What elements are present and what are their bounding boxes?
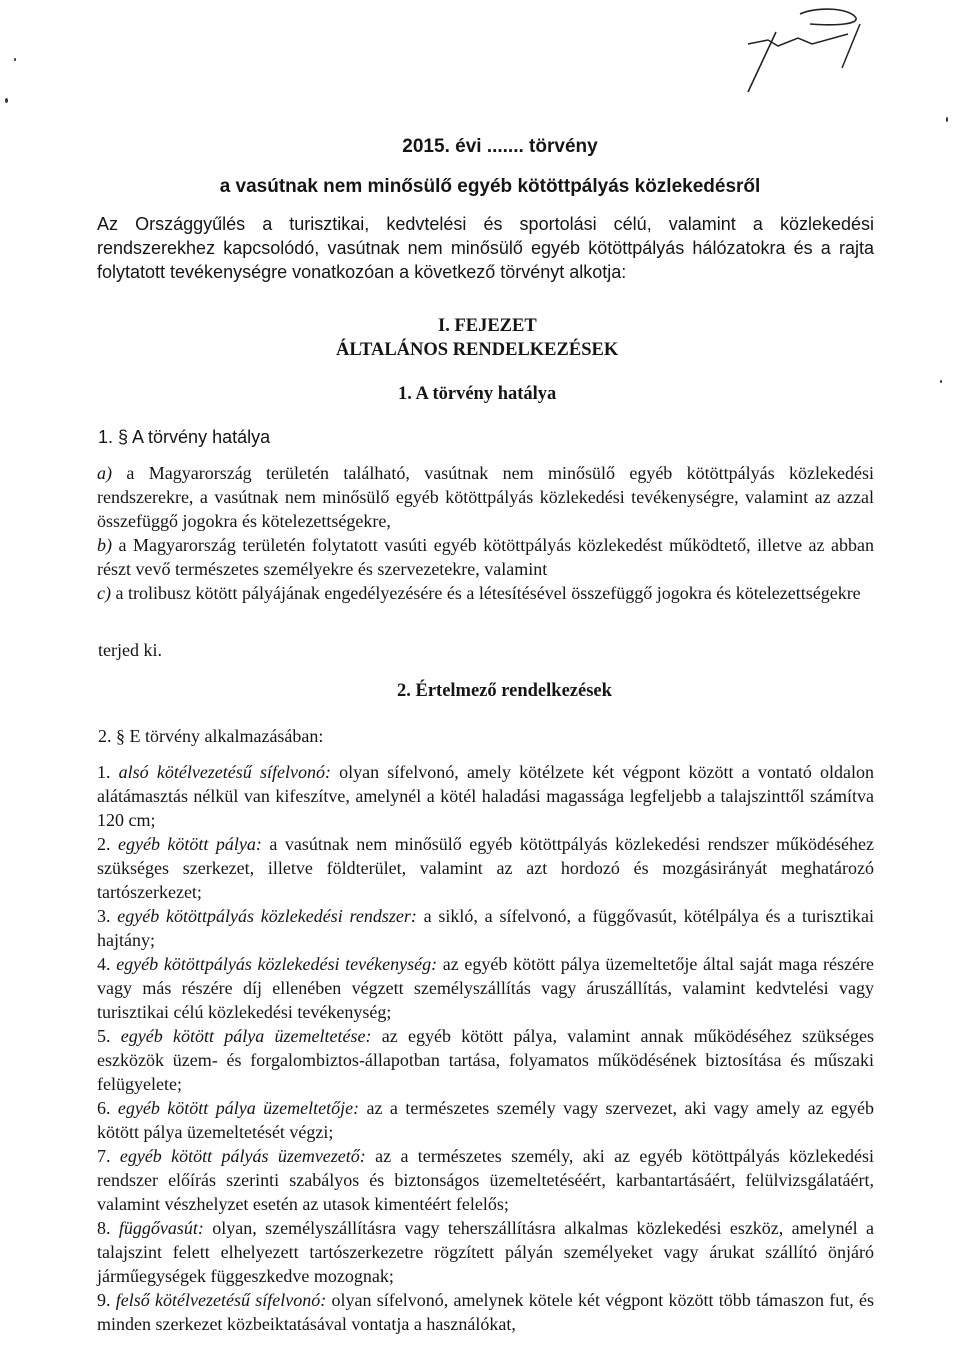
scan-speck	[14, 58, 16, 61]
law-title: 2015. évi ....... törvény	[402, 136, 598, 157]
item-b-label: b)	[97, 535, 112, 555]
definition-item	[97, 832, 874, 904]
section-1-closing: terjed ki.	[98, 640, 162, 660]
item-c-text: a trolibusz kötött pályájának engedélyezésére és a létesítésével összefüggő jogokra és kötelezettségekre	[110, 583, 861, 603]
definition-term: egyéb kötött pálya:	[117, 834, 262, 854]
definition-term: függővasút:	[118, 1218, 204, 1238]
definition-number: 7.	[97, 1146, 111, 1166]
definition-text: az egyéb kötött pálya üzemeltetője által saját maga részére vagy más részére díj ellenében végzett személyszállítás vagy áruszállítás, valamint kedvtelési vagy turisztikai célú közlekedési tevékenység;	[97, 954, 874, 1022]
definition-number: 6.	[97, 1098, 111, 1118]
item-a-text: a Magyarország területén található, vasútnak nem minősülő egyéb kötöttpályás közlekedési rendszerekre, a vasútnak nem minősülő egyéb kötöttpályás közlekedési tevékenységre, valamint az azzal összefüggő jogokra és kötelezettségekre,	[97, 463, 874, 531]
chapter-title: ÁLTALÁNOS RENDELKEZÉSEK	[336, 340, 619, 360]
item-c	[97, 581, 874, 605]
definition-number: 4.	[97, 954, 111, 974]
definition-item	[97, 1144, 874, 1216]
item-a	[97, 461, 874, 533]
definition-text: az egyéb kötött pálya, valamint annak működéséhez szükséges eszközök üzem- és forgalombiztos-állapotban tartása, folyamatos működésének biztosítása és műszaki felügyelete;	[97, 1026, 875, 1094]
definition-item	[97, 1096, 874, 1144]
definition-text: az a természetes személy vagy szervezet, aki vagy amely az egyéb kötött pálya üzemeltetését végzi;	[97, 1098, 874, 1142]
section-2-side-label: 2. § E törvény alkalmazásában:	[98, 726, 324, 746]
item-b	[97, 533, 874, 581]
item-b-text: a Magyarország területén folytatott vasúti egyéb kötöttpályás közlekedést működtető, illetve az abban részt vevő természetes személyekre és szervezetekre, valamint	[97, 535, 874, 579]
definition-item	[97, 952, 874, 1024]
scan-speck	[5, 98, 8, 103]
chapter-number: I. FEJEZET	[438, 316, 537, 336]
definition-term: egyéb kötöttpályás közlekedési tevékenység:	[116, 954, 438, 974]
definition-text: a sikló, a sífelvonó, a függővasút, kötélpálya és a turisztikai hajtány;	[97, 906, 875, 950]
definition-term: egyéb kötött pálya üzemeltetése:	[120, 1026, 372, 1046]
definition-item	[97, 1216, 874, 1288]
definition-text: olyan sífelvonó, amely kötélzete két végpont között a vontató oldalon alátámasztás nélkül van kifeszítve, amelynél a kötél haladási magassága legfeljebb a talajszinttől számítva 120 cm;	[97, 762, 875, 830]
item-c-label: c)	[97, 583, 111, 603]
definition-text: a vasútnak nem minősülő egyéb kötöttpályás közlekedési rendszer működéséhez szükséges szerkezet, illetve földterület, valamint az azt hordozó és mozgásirányát meghatározó tartószerkezet;	[97, 834, 875, 902]
definition-term: egyéb kötöttpályás közlekedési rendszer:	[117, 906, 417, 926]
section-1-side-label: 1. § A törvény hatálya	[98, 427, 271, 447]
definition-item	[97, 904, 874, 952]
definition-number: 5.	[97, 1026, 111, 1046]
scan-speck	[940, 380, 942, 383]
preamble: Az Országgyűlés a turisztikai, kedvtelési és sportolási célú, valamint a közlekedési rendszerekhez kapcsolódó, vasútnak nem minősülő egyéb kötöttpályás hálózatokra és a rajta folytatott tevékenységre vonatkozóan a következő törvényt alkotja:	[97, 214, 874, 282]
scan-speck	[946, 117, 948, 122]
definition-term: egyéb kötött pálya üzemeltetője:	[117, 1098, 360, 1118]
definition-item	[97, 1024, 874, 1096]
definition-term: egyéb kötött pályás üzemvezető:	[119, 1146, 366, 1166]
definition-item	[97, 760, 874, 832]
definition-item	[97, 1288, 874, 1336]
item-a-label: a)	[97, 463, 112, 483]
definition-number: 8.	[97, 1218, 111, 1238]
definition-term: felső kötélvezetésű sífelvonó:	[115, 1290, 327, 1310]
section-1-body	[97, 461, 874, 605]
law-subtitle: a vasútnak nem minősülő egyéb kötöttpályás közlekedésről	[219, 176, 761, 197]
definition-number: 1.	[97, 762, 111, 782]
definition-term: alsó kötélvezetésű sífelvonó:	[118, 762, 331, 782]
definition-number: 3.	[97, 906, 111, 926]
definition-text: az a természetes személy, aki az egyéb kötöttpályás közlekedési rendszer előírás szerinti szabályos és biztonságos üzemeltetéséért, karbantartásáért, felülvizsgálatáért, valamint vészhelyzet esetén az utasok kimentéért felelős;	[97, 1146, 875, 1214]
section-2-heading: 2. Értelmező rendelkezések	[397, 681, 612, 701]
section-1-heading: 1. A törvény hatálya	[398, 384, 557, 404]
definition-text: olyan sífelvonó, amelynek kötele két végpont között több támaszon fut, és minden szerkezet közbeiktatásával vontatja a használókat,	[97, 1290, 874, 1334]
definition-number: 9.	[97, 1290, 111, 1310]
handwritten-initials-mark	[738, 2, 868, 97]
definition-text: olyan, személyszállításra vagy teherszállításra alkalmas közlekedési eszköz, amelynél a talajszint felett elhelyezett tartószerkezetre rögzített pályán személyeket vagy árukat szállító önjáró járműegységek függeszkedve mozognak;	[97, 1218, 875, 1286]
definitions-list	[97, 760, 874, 1336]
definition-number: 2.	[97, 834, 111, 854]
